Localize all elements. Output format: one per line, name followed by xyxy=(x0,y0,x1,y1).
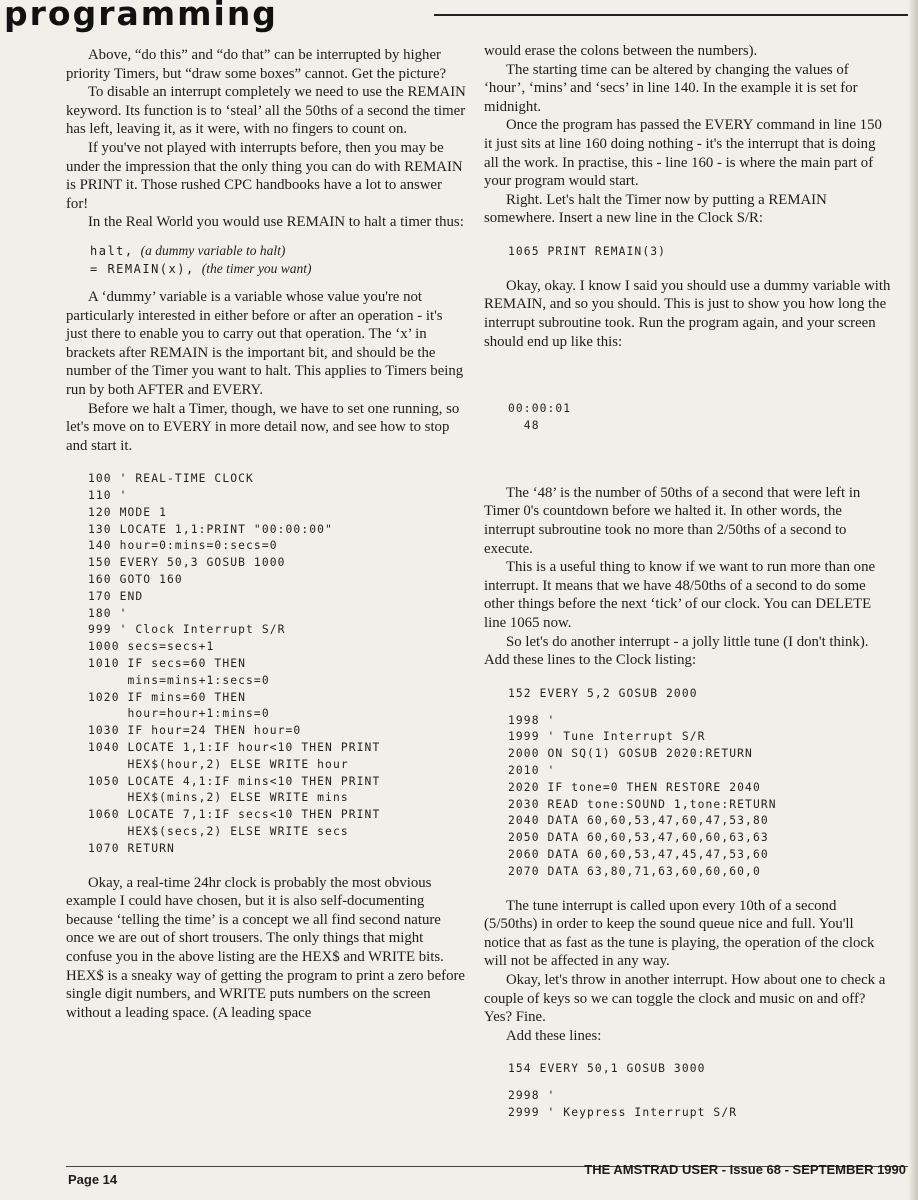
paragraph: The tune interrupt is called upon every 10th of a second (5/50ths) in order to keep the sound queue nice and full. You'll notice that as fast as the tune is playing, the operation of the clock will not be affected in any way. xyxy=(484,897,875,970)
page-edge xyxy=(908,0,918,1200)
remain-syntax xyxy=(90,242,466,278)
code-line: 140 hour=0:mins=0:secs=0 xyxy=(88,539,278,553)
code-line: 100 ' REAL-TIME CLOCK xyxy=(88,472,254,486)
code-line: 1060 LOCATE 7,1:IF secs<10 THEN PRINT xyxy=(88,808,381,822)
code-line: 152 EVERY 5,2 GOSUB 2000 xyxy=(508,686,698,700)
code-line: 150 EVERY 50,3 GOSUB 1000 xyxy=(88,556,286,570)
tune-listing xyxy=(508,713,892,881)
paragraph: Okay, okay. I know I said you should use a dummy variable with REMAIN, and so you should. This is just to show you how long the interrupt subroutine took. Run the program again, and your screen should end up like this: xyxy=(484,277,891,350)
code-line: 2040 DATA 60,60,53,47,60,47,53,80 xyxy=(508,814,769,828)
section-title: programming xyxy=(4,0,278,33)
paragraph: In the Real World you would use REMAIN to halt a timer thus: xyxy=(88,214,464,231)
paragraph: Okay, a real-time 24hr clock is probably the most obvious example I could have chosen, but it is also self-documenting because ‘telling the time’ is a concept we all find second nature once we are out of short trousers. The only things that might confuse you in the above listing are the HEX$ and WRITE bits. HEX$ is a sneaky way of getting the program to print a zero before single digit numbers, and WRITE puts numbers on the screen without a leading space. (A leading space xyxy=(66,874,465,1021)
code-line: 2998 ' xyxy=(508,1089,556,1103)
code-line: 120 MODE 1 xyxy=(88,505,168,519)
syntax-comment: (a dummy variable to halt) xyxy=(140,242,286,258)
code-line: 999 ' Clock Interrupt S/R xyxy=(88,623,286,637)
right-column xyxy=(484,42,892,1122)
paragraph: Before we halt a Timer, though, we have to set one running, so let's move on to EVERY in more detail now, and see how to stop and start it. xyxy=(66,400,460,454)
code-line: 1030 IF hour=24 THEN hour=0 xyxy=(88,724,302,738)
code-line: 180 ' xyxy=(88,606,128,620)
code-line: 1040 LOCATE 1,1:IF hour<10 THEN PRINT xyxy=(88,741,381,755)
paragraph: Right. Let's halt the Timer now by putting a REMAIN somewhere. Insert a new line in the Clock S/R: xyxy=(484,191,827,227)
paragraph: A ‘dummy’ variable is a variable whose value you're not particularly interested in either before or after an operation - it's just there to enable you to carry out that operation. The ‘x’ in brackets after REMAIN is the important bit, and should be the number of the Timer you want to halt. This applies to Timers being run by both AFTER and EVERY. xyxy=(66,288,464,398)
code-line: HEX$(mins,2) ELSE WRITE mins xyxy=(88,791,349,805)
code-line: hour=hour+1:mins=0 xyxy=(88,707,270,721)
paragraph: So let's do another interrupt - a jolly little tune (I don't think). Add these lines to the Clock listing: xyxy=(484,633,869,669)
paragraph: If you've not played with interrupts before, then you may be under the impression that the only thing you can do with REMAIN is PRINT it. Those rushed CPC handbooks have a lot to answer for! xyxy=(66,139,463,212)
code-line: HEX$(hour,2) ELSE WRITE hour xyxy=(88,757,349,771)
paragraph: Once the program has passed the EVERY command in line 150 it just sits at line 160 doing nothing - it's the interrupt that is doing all the work. In practise, this - line 160 - is where the main part of your program would start. xyxy=(484,117,882,190)
clock-listing xyxy=(88,471,466,857)
code-line: 2060 DATA 60,60,53,47,45,47,53,60 xyxy=(508,848,769,861)
code-line: 1000 secs=secs+1 xyxy=(88,640,215,654)
keypress-listing xyxy=(508,1088,892,1122)
code-line: 130 LOCATE 1,1:PRINT "00:00:00" xyxy=(88,522,333,536)
page-header xyxy=(0,0,918,36)
code-line: 2010 ' xyxy=(508,764,556,778)
screen-output xyxy=(508,367,892,468)
paragraph: The ‘48’ is the number of 50ths of a second that were left in Timer 0's countdown before we halted it. In other words, the interrupt subroutine took no more than 2/50ths of a second to execute. xyxy=(484,484,861,557)
header-rule xyxy=(434,14,918,16)
syntax-keyword: = REMAIN(x), xyxy=(90,261,195,276)
code-line: HEX$(secs,2) ELSE WRITE secs xyxy=(88,825,349,839)
code-line: 2070 DATA 63,80,71,63,60,60,60,0 xyxy=(508,864,761,878)
code-line: 1020 IF mins=60 THEN xyxy=(88,690,247,704)
code-line: 2999 ' Keypress Interrupt S/R xyxy=(508,1105,738,1119)
paragraph: To disable an interrupt completely we need to use the REMAIN keyword. Its function is to ‘steal’ all the 50ths of a second the timer has left, leaving it, as it were, with no fingers to count on. xyxy=(66,84,466,138)
code-line: 2050 DATA 60,60,53,47,60,60,63,63 xyxy=(508,831,769,845)
code-line: 1050 LOCATE 4,1:IF mins<10 THEN PRINT xyxy=(88,774,381,788)
code-line: 110 ' xyxy=(88,489,128,503)
code-line: 2000 ON SQ(1) GOSUB 2020:RETURN xyxy=(508,747,753,761)
code-line: mins=mins+1:secs=0 xyxy=(88,673,270,687)
paragraph: Okay, let's throw in another interrupt. How about one to check a couple of keys so we can toggle the clock and music on and off? Yes? Fine. xyxy=(484,971,886,1026)
paragraph: Above, “do this” and “do that” can be interrupted by higher priority Timers, but “draw some boxes” cannot. Get the picture? xyxy=(66,47,447,82)
code-line: 1999 ' Tune Interrupt S/R xyxy=(508,730,706,744)
output-line: 00:00:01 xyxy=(508,401,572,415)
page-number: Page 14 xyxy=(68,1172,118,1187)
code-line: 154 EVERY 50,1 GOSUB 3000 xyxy=(508,1062,706,1076)
code-line: 1998 ' xyxy=(508,713,556,727)
syntax-comment: (the timer you want) xyxy=(201,260,312,276)
code-line: 2030 READ tone:SOUND 1,tone:RETURN xyxy=(508,797,777,811)
syntax-line xyxy=(90,242,466,260)
code-line: 2020 IF tone=0 THEN RESTORE 2040 xyxy=(508,780,761,794)
paragraph: This is a useful thing to know if we want to run more than one interrupt. It means that we have 48/50ths of a second to do some other things before the next ‘tick’ of our clock. You can DELETE line 1065 now. xyxy=(484,559,876,632)
left-column xyxy=(66,46,466,1022)
code-line: 170 END xyxy=(88,589,144,603)
code-line: 1010 IF secs=60 THEN xyxy=(88,657,247,671)
magazine-credit: THE AMSTRAD USER - Issue 68 - SEPTEMBER 1990 xyxy=(584,1162,906,1177)
paragraph: The starting time can be altered by changing the values of ‘hour’, ‘mins’ and ‘secs’ in line 140. In the example it is set for midnight. xyxy=(484,61,858,115)
code-line: 1070 RETURN xyxy=(88,841,175,855)
output-line: 48 xyxy=(508,418,540,432)
paragraph: Add these lines: xyxy=(506,1027,602,1044)
paragraph: would erase the colons between the numbers). xyxy=(484,43,758,59)
syntax-line xyxy=(90,260,466,278)
code-line: 160 GOTO 160 xyxy=(88,573,183,587)
code-line: 1065 PRINT REMAIN(3) xyxy=(508,244,667,258)
syntax-keyword: halt, xyxy=(90,243,134,258)
